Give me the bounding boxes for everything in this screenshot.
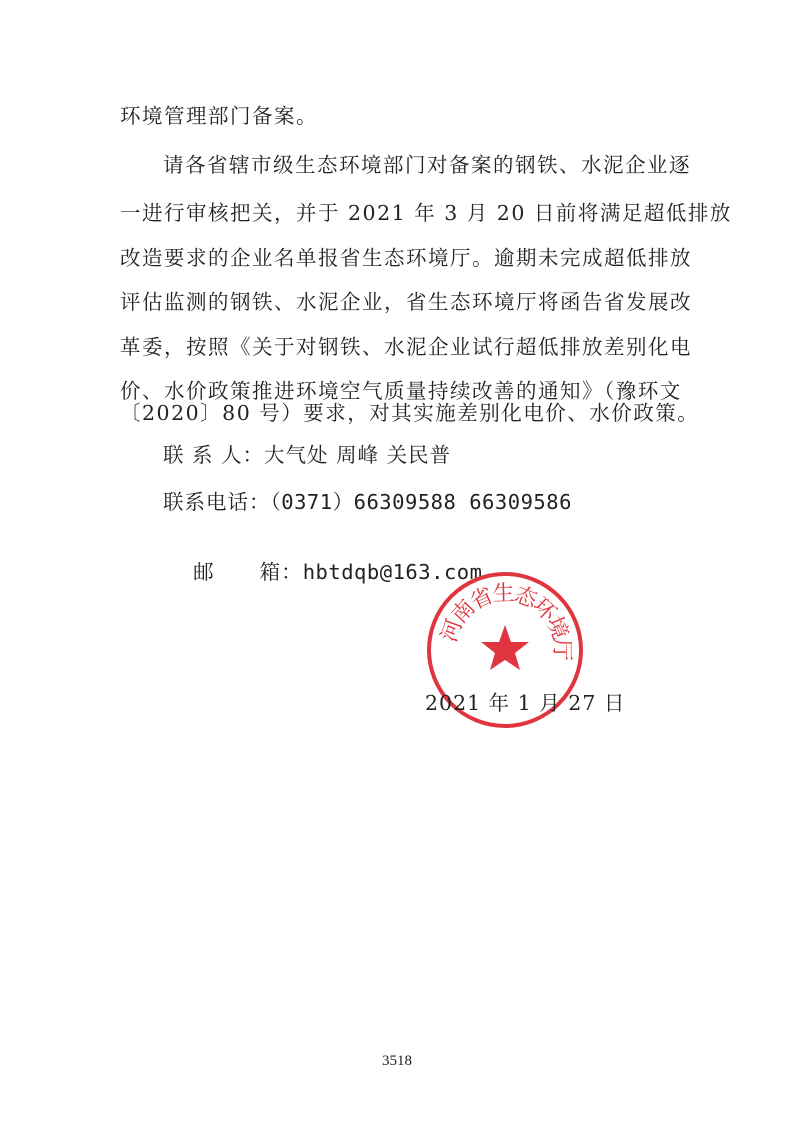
- seal-char: 河: [436, 616, 468, 646]
- seal-char: 态: [510, 582, 541, 614]
- contact-phone: [163, 489, 572, 515]
- body-line-1: 环境管理部门备案。: [120, 104, 318, 128]
- body-line-7: 价、水价政策推进环境空气质量持续改善的通知》（豫环文: [120, 379, 682, 403]
- seal-char: 省: [466, 583, 498, 615]
- contact-phone-value: （0371）66309588 66309586: [270, 490, 572, 514]
- body-line-5: 评估监测的钢铁、水泥企业，省生态环境厅将函告省发展改: [120, 290, 692, 314]
- body-line-4: 改造要求的企业名单报省生态环境厅。逾期未完成超低排放: [120, 246, 692, 270]
- contact-person-value: 大气处 周峰 关民普: [264, 443, 452, 467]
- seal-char: 南: [447, 595, 481, 629]
- seal-char: 生: [492, 581, 515, 607]
- seal-char: 境: [540, 613, 573, 644]
- seal-char: 厅: [548, 638, 574, 662]
- body-line-6: 革委，按照《关于对钢铁、水泥企业试行超低排放差别化电: [120, 335, 692, 359]
- body-line-2: 请各省辖市级生态环境部门对备案的钢铁、水泥企业逐: [163, 153, 691, 177]
- contact-person: [163, 442, 451, 468]
- contact-email-value: hbtdqb@163.com: [302, 560, 483, 584]
- seal-char: 环: [527, 593, 561, 627]
- contact-phone-label: 联系电话：: [163, 490, 271, 514]
- contact-email-label: 邮 箱：: [193, 560, 303, 584]
- signature-date: 2021 年 1 月 27 日: [425, 691, 626, 715]
- contact-person-label: 联 系 人：: [163, 443, 265, 467]
- body-line-3: 一进行审核把关，并于 2021 年 3 月 20 日前将满足超低排放: [120, 201, 732, 225]
- page-number: 3518: [382, 1053, 412, 1069]
- seal-star-icon: [481, 625, 529, 670]
- body-line-8: 〔2020〕80 号）要求，对其实施差别化电价、水价政策。: [120, 401, 700, 425]
